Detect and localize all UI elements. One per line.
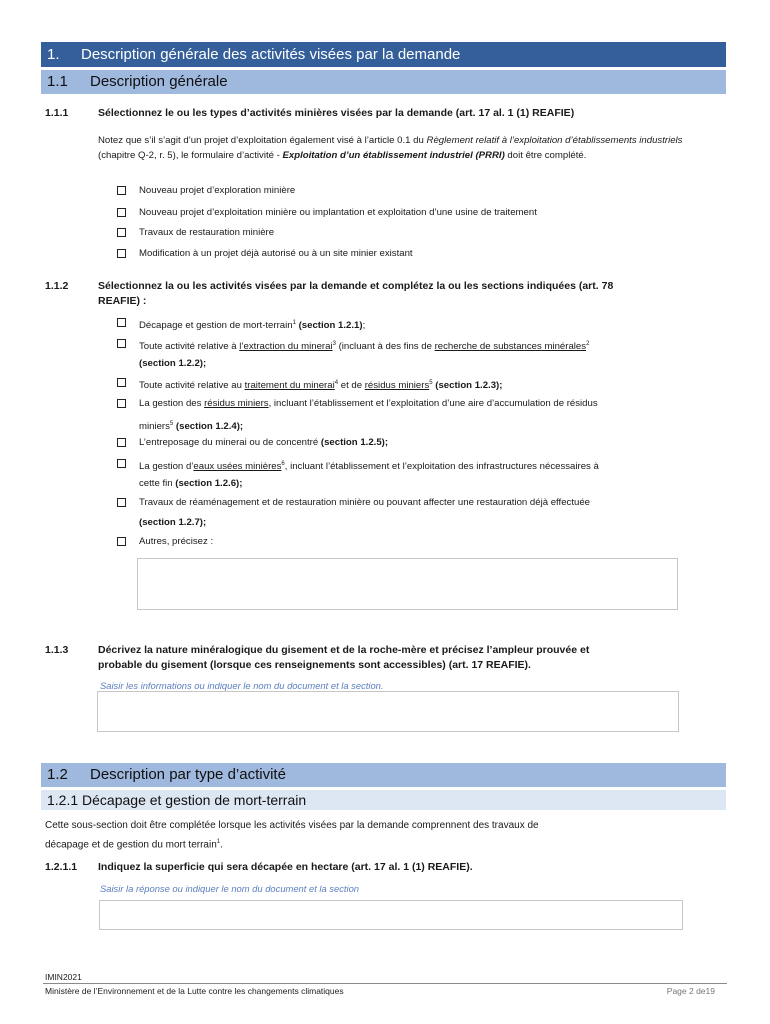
section-1-2-header [41,763,726,787]
section-1-2-1-header [41,790,726,810]
ministry-name: Ministère de l’Environnement et de la Lutte contre les changements climatiques [45,986,344,996]
section-title: 1.2.1 Décapage et gestion de mort-terrain [47,792,307,808]
checkbox[interactable] [117,249,126,258]
question-text-line2: REAFIE) : [98,295,147,307]
footer-divider [43,983,727,984]
section-number: 1.2 [47,766,68,783]
checkbox[interactable] [117,498,126,507]
checkbox[interactable] [117,459,126,468]
option-label: Toute activité relative à l’extraction du minerai$^3$ (incluant à des fins de recherche de substances minérales$^2$ [139,341,590,353]
option-label: Toute activité relative au traitement du minerai$^4$ et de résidus miniers$^5$ (section 1.2.3); [139,380,503,392]
checkbox[interactable] [117,537,126,546]
question-text: Indiquez la superficie qui sera décapée en hectare (art. 17 al. 1 (1) REAFIE). [98,861,473,873]
option-label: Nouveau projet d’exploration minière [139,185,296,196]
option-label: Travaux de restauration minière [139,227,275,238]
checkbox[interactable] [117,378,126,387]
question-number: 1.2.1.1 [45,861,78,873]
input-hint: Saisir les informations ou indiquer le nom du document et la section. [100,680,384,691]
question-text-line1: Sélectionnez la ou les activités visées par la demande et complétez la ou les sections indiquées (art. 78 [98,280,614,292]
section-number: 1. [47,46,60,63]
question-number: 1.1.3 [45,644,69,656]
checkbox[interactable] [117,208,126,217]
question-note: Notez que s’il s’agit d’un projet d’exploitation également visé à l’article 0.1 du Règlement relatif à l’exploitation d’établissements industriels (chapitre Q-2, r. 5), le formulaire d’activité - Exploitation d’un établissement industriel (PRRI) doit être complété. [98,135,683,161]
section-1-1-header [41,70,726,94]
gisement-description-input[interactable] [97,691,679,732]
question-text: Sélectionnez le ou les types d’activités minières visées par la demande (art. 17 al. 1 (1) REAFIE) [98,107,575,119]
question-number: 1.1.1 [45,107,69,119]
checkbox[interactable] [117,318,126,327]
section-title: Description par type d’activité [90,766,286,783]
link-extraction-minerai[interactable]: l’extraction du minerai [239,341,333,353]
option-label: La gestion des résidus miniers, incluant l’établissement et l’exploitation d’une aire d’accumulation de résidus [139,398,598,409]
checkbox[interactable] [117,438,126,447]
option-label-line2: miniers$^5$ (section 1.2.4); [139,421,244,433]
checkbox[interactable] [117,399,126,408]
option-label: L’entreposage du minerai ou de concentré (section 1.2.5); [139,437,389,448]
option-label: Nouveau projet d’exploitation minière ou implantation et exploitation d’une usine de traitement [139,207,537,218]
checkbox[interactable] [117,186,126,195]
option-label: Travaux de réaménagement et de restauration minière ou pouvant affecter une restauration déjà effectuée [139,497,591,508]
question-text-line2: probable du gisement (lorsque ces renseignements sont accessibles) (art. 17 REAFIE). [98,659,531,671]
page-number: Page 2 de19 [666,986,715,996]
checkbox[interactable] [117,339,126,348]
section-1-header [41,42,726,67]
option-label-line2: (section 1.2.7); [139,517,207,528]
option-label-line2: (section 1.2.2); [139,358,207,369]
option-label: Autres, précisez : [139,536,214,547]
question-number: 1.1.2 [45,280,69,292]
checkbox[interactable] [117,228,126,237]
section-title: Description générale [90,73,228,90]
option-label-line2: cette fin (section 1.2.6); [139,478,243,489]
section-description: Cette sous-section doit être complétée lorsque les activités visées par la demande comprennent des travaux de décapage et de gestion du mort terrain$^1$. [45,820,539,851]
link-traitement-minerai[interactable]: traitement du minerai [244,380,335,392]
form-code: IMIN2021 [45,972,82,982]
link-recherche-substances[interactable]: recherche de substances minérales [434,341,587,353]
input-hint: Saisir la réponse ou indiquer le nom du document et la section [100,883,360,894]
link-residus-miniers[interactable]: résidus miniers [204,398,269,409]
autres-precisez-input[interactable] [137,558,678,610]
link-residus-miniers[interactable]: résidus miniers [364,380,430,392]
section-number: 1.1 [47,73,68,90]
question-1-1-3 [45,642,725,676]
option-label: Décapage et gestion de mort-terrain$^1$ (section 1.2.1); [139,320,366,332]
question-text-line1: Décrivez la nature minéralogique du gisement et de la roche-mère et précisez l’ampleur prouvée et [98,644,590,656]
section-title: Description générale des activités visées par la demande [81,46,461,63]
link-eaux-usees[interactable]: eaux usées minières [193,461,282,473]
option-label: Modification à un projet déjà autorisé ou à un site minier existant [139,248,413,259]
superficie-input[interactable] [99,900,683,930]
question-1-1-2 [45,278,725,312]
option-label: La gestion d’eaux usées minières$^6$, incluant l’établissement et l’exploitation des infrastructures nécessaires à [139,461,599,473]
